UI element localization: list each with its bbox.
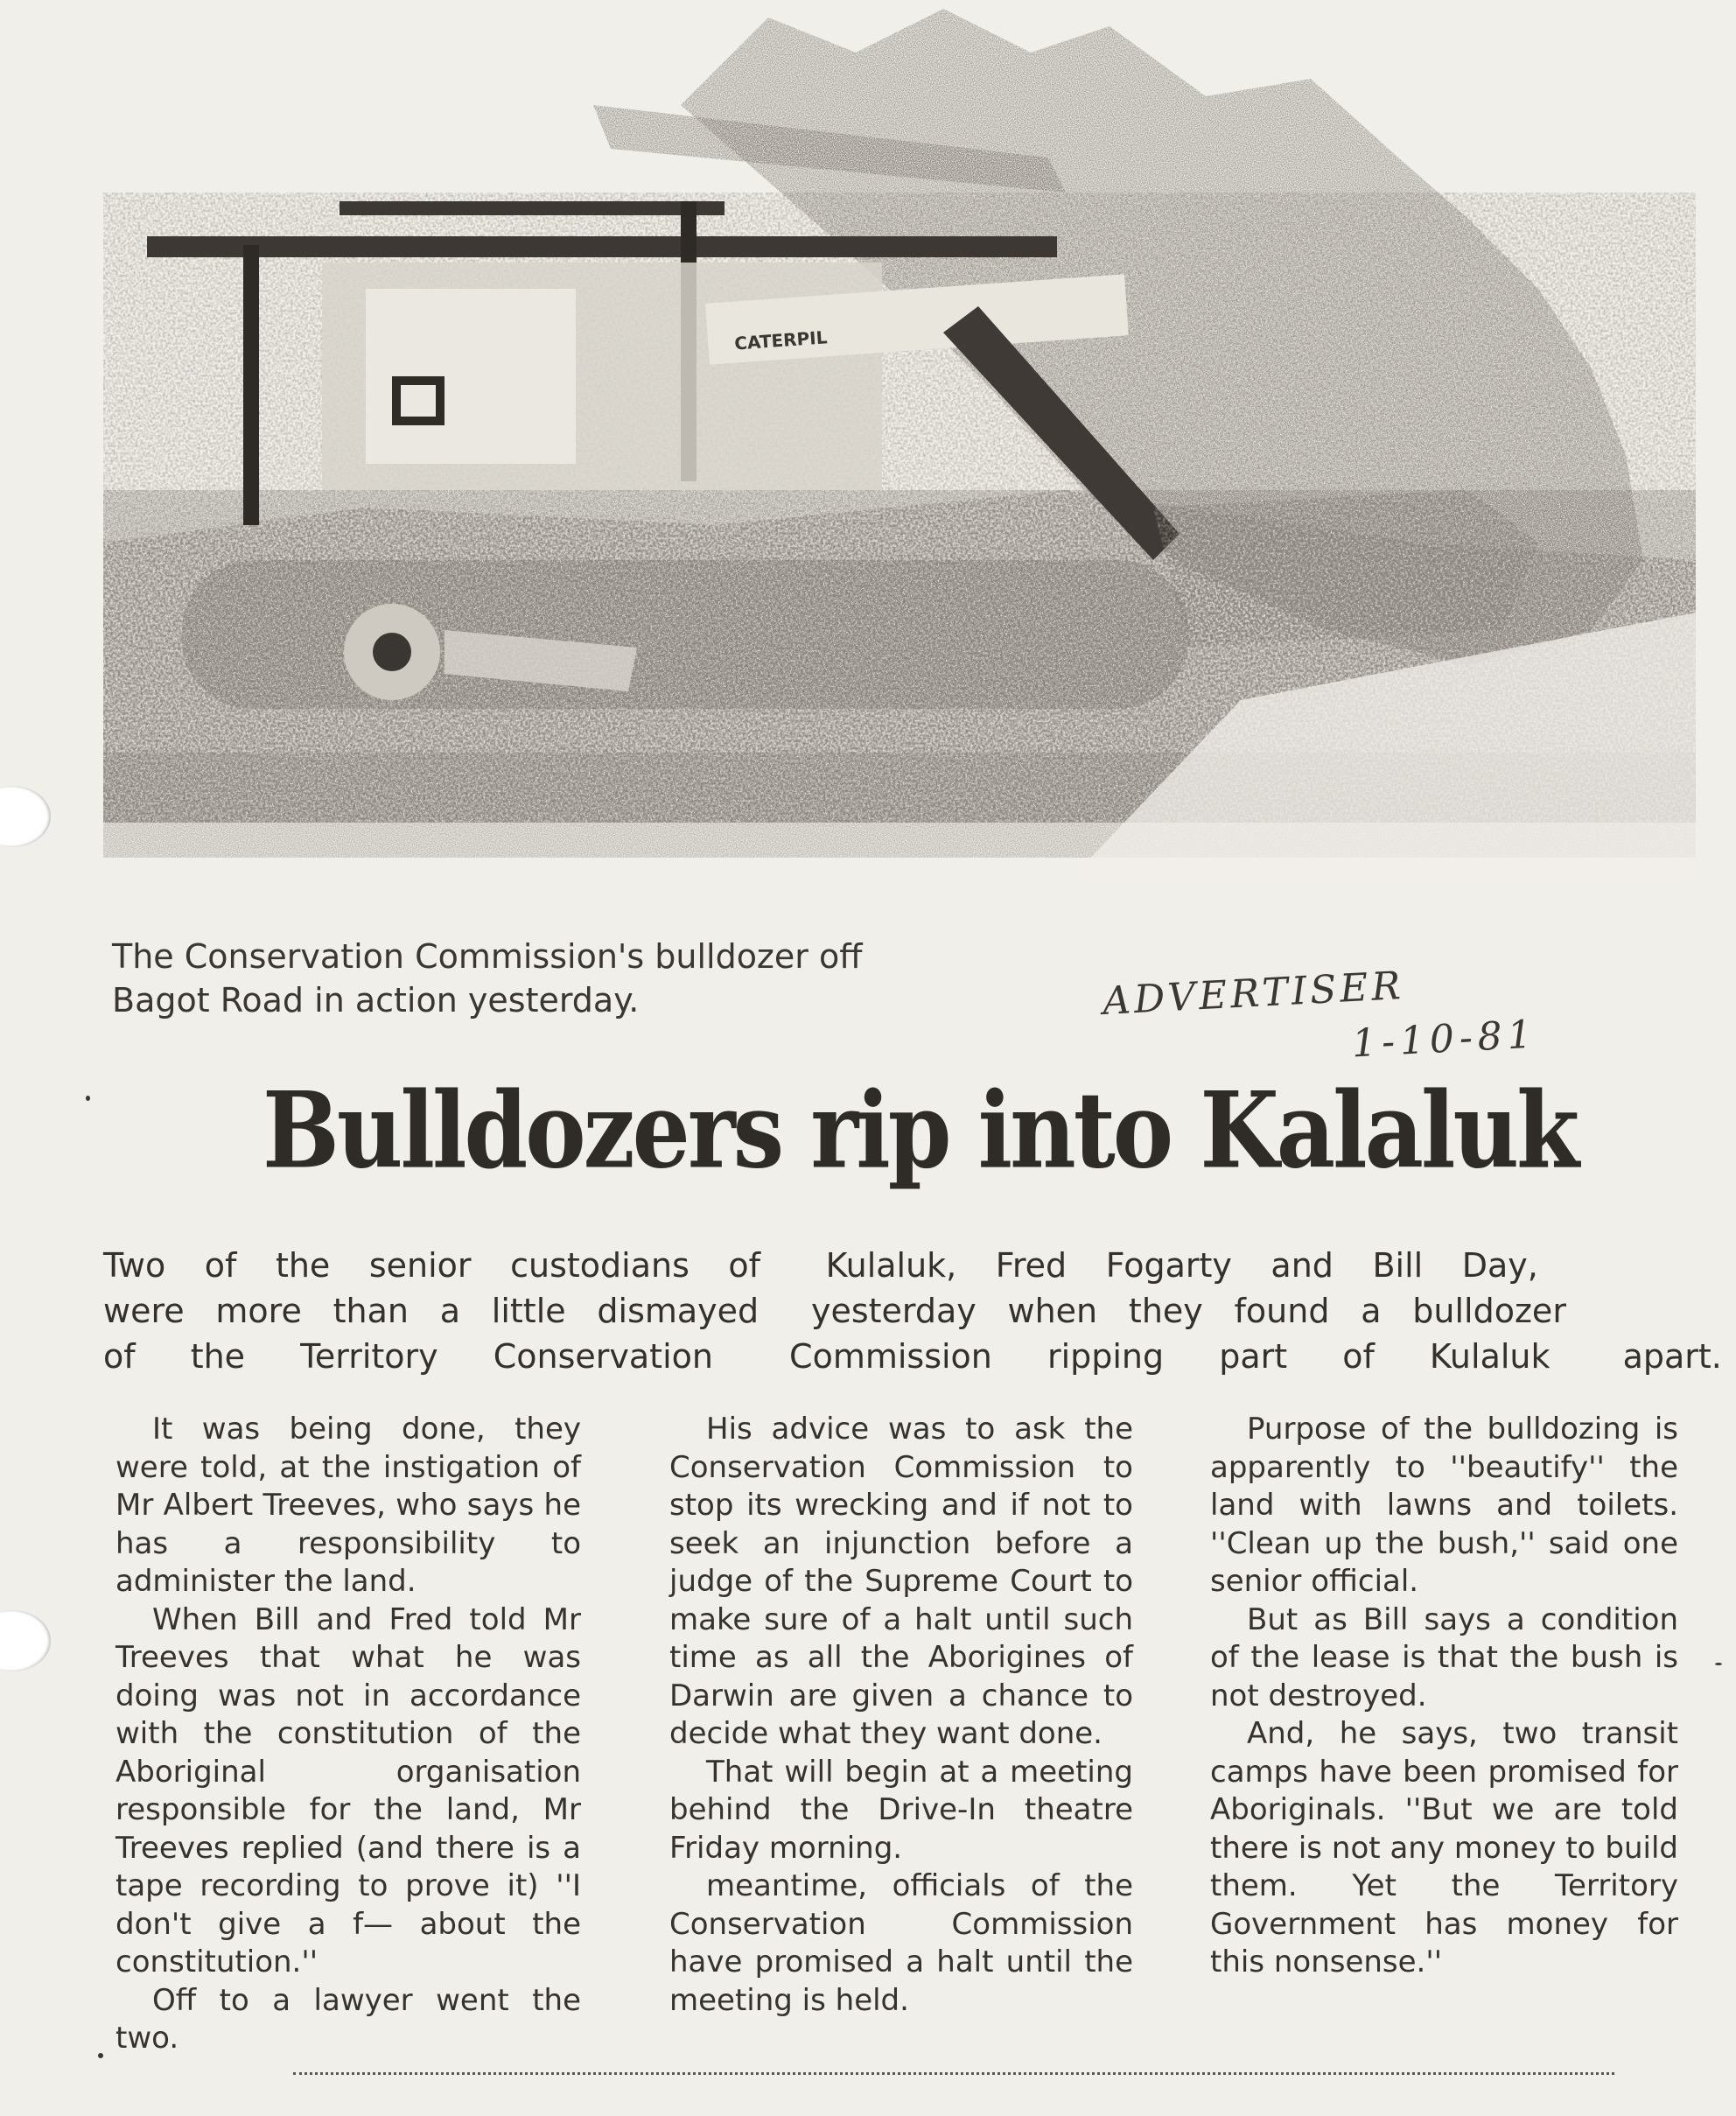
ink-speck xyxy=(86,1096,90,1101)
word: when xyxy=(1007,1292,1098,1330)
word: dismayed xyxy=(597,1292,760,1330)
word: Two xyxy=(103,1246,166,1285)
word: part xyxy=(1219,1337,1288,1376)
word: Commission xyxy=(789,1337,992,1376)
word: found xyxy=(1234,1292,1330,1330)
standfirst-line xyxy=(103,1243,1538,1288)
word: little xyxy=(491,1292,566,1330)
word: ripping xyxy=(1046,1337,1165,1376)
paragraph: meantime, officials of the Conservation Commission have promised a halt until the meeting is held. xyxy=(669,1868,1133,2018)
ink-speck xyxy=(1715,1663,1722,1665)
word: a xyxy=(439,1292,461,1330)
punch-hole-top xyxy=(0,786,51,847)
bottom-rule xyxy=(293,2072,1614,2075)
headline: Bulldozers rip into Kalaluk xyxy=(262,1068,1578,1193)
word: more xyxy=(215,1292,302,1330)
paragraph: And, he says, two transit camps have been promised for Aboriginals. ''But we are told there is not any money to build them. Yet the Territory Government has money for this nonsense.'' xyxy=(1210,1716,1678,1979)
word: a xyxy=(1361,1292,1382,1330)
word: Kulaluk xyxy=(1429,1337,1550,1376)
word: and xyxy=(1270,1246,1334,1285)
word: the xyxy=(275,1246,331,1285)
decal-text: CATERPIL xyxy=(733,326,829,354)
word: of xyxy=(1342,1337,1375,1376)
word: senior xyxy=(368,1246,472,1285)
paragraph: Off to a lawyer went the two. xyxy=(116,1982,581,2056)
word: the xyxy=(190,1337,246,1376)
word: Fred xyxy=(995,1246,1068,1285)
paragraph: That will begin at a meeting behind the Drive-In theatre Friday morning. xyxy=(669,1754,1133,1866)
paragraph: His advice was to ask the Conservation Commission to stop its wrecking and if not to seek an injunction before a judge of the Supreme Court to make sure of a halt until such time as all the Aborigines of Darwin are given a chance to decide what they want done. xyxy=(669,1412,1133,1751)
handwritten-date: 1-10-81 xyxy=(1350,1012,1538,1067)
paragraph: But as Bill says a condition of the lease is that the bush is not destroyed. xyxy=(1210,1601,1678,1713)
caption-line: The Conservation Commission's bulldozer off xyxy=(112,937,863,976)
bulldozer-photo xyxy=(103,0,1696,884)
word: Bill xyxy=(1372,1246,1424,1285)
word: of xyxy=(728,1246,761,1285)
word: yesterday xyxy=(810,1292,976,1330)
standfirst-line xyxy=(103,1288,1566,1334)
word: Day, xyxy=(1461,1246,1538,1285)
ink-speck xyxy=(98,2053,103,2058)
article-column-2 xyxy=(669,1411,1133,2020)
paragraph: When Bill and Fred told Mr Treeves that what he was doing was not in accordance with the constitution of the Aboriginal organisation responsible for the land, Mr Treeves replied (and there is a tape recording to prove it) ''I don't give a f— about the constitution.'' xyxy=(116,1601,581,1979)
paragraph: Purpose of the bulldozing is apparently to ''beautify'' the land with lawns and toilets. ''Clean up the bush,'' said one senior official. xyxy=(1210,1412,1678,1599)
article-column-1 xyxy=(116,1411,581,2058)
word: apart. xyxy=(1622,1337,1722,1376)
article-column-3 xyxy=(1210,1411,1678,1982)
handwritten-source: ADVERTISER xyxy=(1101,963,1405,1024)
punch-hole-bottom xyxy=(0,1610,51,1671)
word: than xyxy=(332,1292,409,1330)
paragraph: It was being done, they were told, at the instigation of Mr Albert Treeves, who says he has a responsibility to administer the land. xyxy=(116,1412,581,1599)
word: bulldozer xyxy=(1412,1292,1566,1330)
word: of xyxy=(103,1337,136,1376)
caption-line: Bagot Road in action yesterday. xyxy=(112,981,640,1019)
word: Territory xyxy=(300,1337,438,1376)
word: Kulaluk, xyxy=(825,1246,957,1285)
word: were xyxy=(103,1292,185,1330)
word: custodians xyxy=(510,1246,690,1285)
standfirst xyxy=(103,1243,1722,1379)
photo-caption xyxy=(112,935,1004,1022)
word: of xyxy=(204,1246,237,1285)
word: Fogarty xyxy=(1105,1246,1232,1285)
word: they xyxy=(1128,1292,1203,1330)
word: Conservation xyxy=(493,1337,713,1376)
standfirst-line xyxy=(103,1334,1722,1379)
